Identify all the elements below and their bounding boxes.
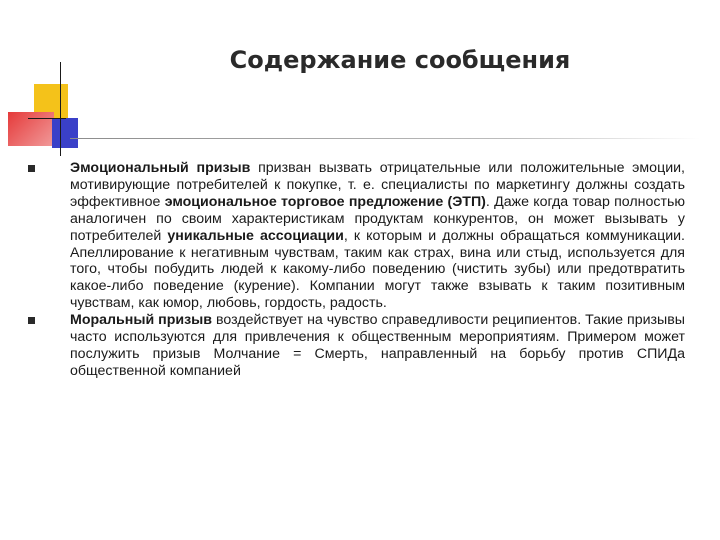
decor-vertical-line xyxy=(60,62,61,156)
paragraph-moral-appeal xyxy=(70,312,685,380)
title-underline xyxy=(70,138,700,139)
paragraph-text: , к которым и должны обращаться коммуникации. Апеллирование к негативным чувствам, таким как страх, вина или стыд, используется для того, чтобы побудить людей к какому-либо поведению (чистить зубы) или предотвратить какое-либо поведение (курение). Компании могут также взывать к таким позитивным чувствам, как юмор, любовь, гордость, радость. xyxy=(70,227,685,312)
decor-horizontal-line xyxy=(28,118,66,119)
slide-title: Содержание сообщения xyxy=(229,46,571,74)
paragraph-text: . Даже когда товар полностью аналогичен по своим характеристикам продуктам конкурентов, он может вызывать у потребителей xyxy=(70,193,685,244)
bullet-icon xyxy=(28,165,35,172)
decor-blue-square xyxy=(52,118,78,148)
bullet-icon xyxy=(28,317,35,324)
paragraph-text: призван вызвать отрицательные или положительные эмоции, мотивирующие потребителей к покупке, т. е. специалисты по маркетингу должны создать эффективное xyxy=(70,160,685,210)
slide-content xyxy=(70,160,685,380)
term-moral-appeal: Моральный призыв xyxy=(70,312,213,329)
paragraph-text: воздействует на чувство справедливости реципиентов. Такие призывы часто используются для привлечения к общественным мероприятиям. Примером может послужить призыв Молчание = Смерть, направленный на борьбу против СПИДа общественной компанией xyxy=(70,312,685,379)
term-etp: эмоциональное торговое предложение (ЭТП) xyxy=(164,193,486,210)
paragraph-emotional-appeal xyxy=(70,160,685,312)
term-emotional-appeal: Эмоциональный призыв xyxy=(70,160,251,176)
term-unique-associations: уникальные ассоциации xyxy=(167,227,344,244)
